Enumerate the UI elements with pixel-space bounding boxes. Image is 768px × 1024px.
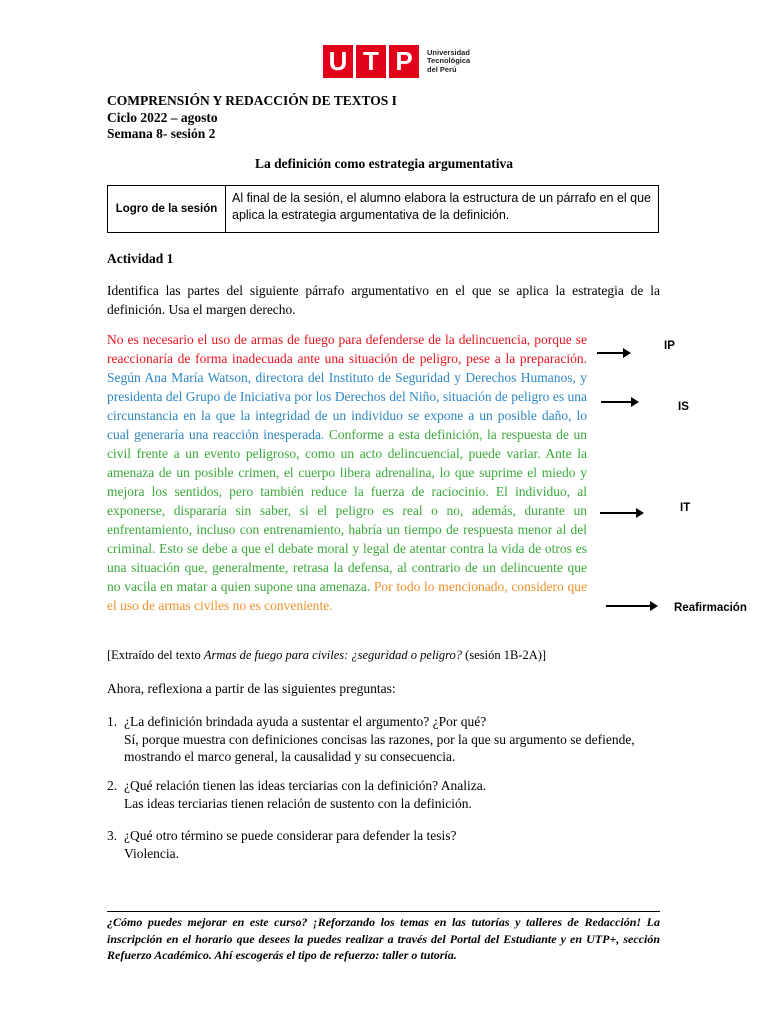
answer-text: Sí, porque muestra con definiciones concisas las razones, por la que su argumento se defiende, mostrando el marco general, la causalidad y su consecuencia.: [124, 731, 635, 764]
logro-text: Al final de la sesión, el alumno elabora la estructura de un párrafo en el que aplica la estrategia argumentativa de la definición.: [232, 191, 652, 222]
arrow-is-icon: [601, 401, 637, 403]
question-text: ¿La definición brindada ayuda a sustentar el argumento? ¿Por qué?: [124, 714, 487, 729]
activity-heading: Actividad 1: [107, 251, 174, 266]
logo-text-line: del Perú: [427, 64, 457, 74]
logo-text-line: Universidad: [427, 47, 470, 57]
page-title: La definición como estrategia argumentativa: [255, 156, 513, 171]
label-it: IT: [680, 502, 691, 514]
label-ip: IP: [664, 340, 675, 352]
question-item: [107, 827, 667, 862]
course-cycle: Ciclo 2022 – agosto: [107, 109, 218, 125]
course-header: [107, 93, 397, 143]
answer-text: Las ideas terciarias tienen relación de sustento con la definición.: [124, 795, 472, 811]
logo-letter: P: [389, 45, 419, 78]
idea-secundaria-text: Según Ana María Watson, directora del Instituto de Seguridad y Derechos Humanos, y presidenta del Grupo de Iniciativa por los Derechos del Niño, situación de peligro es una circunstancia en la que la integridad de un individuo se expone a un posible daño, lo cual generaría una reacción inesperada.: [107, 370, 587, 442]
source-suffix: (sesión 1B-2A)]: [462, 648, 547, 662]
arrow-ip-icon: [597, 352, 629, 354]
arrow-reafirmacion-icon: [606, 605, 656, 607]
logro-label: Logro de la sesión: [108, 186, 226, 232]
source-prefix: [Extraído del texto: [107, 648, 204, 662]
question-item: [107, 777, 667, 812]
course-week: Semana 8- sesión 2: [107, 126, 216, 141]
question-item: [107, 713, 667, 766]
footer-note: ¿Cómo puedes mejorar en este curso? ¡Reforzando los temas en las tutorías y talleres de Redacción! La inscripción en el horario que desees la puedes realizar a través del Portal del Estudiante y en UTP+, sección Refuerzo Académico. Ahí escogerás el tipo de refuerzo: taller o tutoría.: [107, 911, 660, 964]
activity-instruction: Identifica las partes del siguiente párrafo argumentativo en el que se aplica la estrategia de la definición. Usa el margen derecho.: [107, 283, 660, 317]
question-number: 1.: [107, 714, 118, 729]
utp-logo-text: [427, 49, 470, 75]
question-number: 3.: [107, 828, 118, 843]
reafirmacion-text: Por todo lo mencionado, considero que el uso de armas civiles no es conveniente.: [107, 579, 588, 613]
label-is: IS: [678, 401, 689, 413]
reflect-prompt: Ahora, reflexiona a partir de las siguientes preguntas:: [107, 681, 396, 696]
idea-terciaria-text: Conforme a esta definición, la respuesta de un civil frente a un evento peligroso, como un acto delincuencial, puede variar. Ante la amenaza de un posible crimen, el cuerpo libera adrenalina, lo que suprime el miedo y mejora los sentidos, pero también reduce la fuerza de raciocinio. El individuo, al exponerse, dispararía sin saber, si el peligro es real o no, además, durante un enfrentamiento, incluso con entrenamiento, habría un tiempo de respuesta menor al del criminal. Esto se debe a que el debate moral y legal de atentar contra la vida de otros es una situación que, generalmente, retrasa la defensa, al contrario de un delincuente que no vacila en matar a quien supone una amenaza.: [107, 427, 588, 594]
label-reafirmacion: Reafirmación: [674, 602, 747, 614]
arrow-it-icon: [600, 512, 642, 514]
logro-table: [107, 185, 659, 233]
utp-logo: [323, 45, 470, 78]
source-citation: [107, 648, 546, 663]
question-number: 2.: [107, 778, 118, 793]
source-title: Armas de fuego para civiles: ¿seguridad o peligro?: [203, 648, 463, 662]
logo-letter: T: [356, 45, 386, 78]
question-text: ¿Qué relación tienen las ideas terciarias con la definición? Analiza.: [124, 778, 487, 793]
utp-logo-letters: [323, 45, 419, 78]
logo-letter: U: [323, 45, 353, 78]
course-name: COMPRENSIÓN Y REDACCIÓN DE TEXTOS I: [107, 93, 397, 108]
argumentative-paragraph: [107, 330, 587, 615]
answer-text: Violencia.: [124, 845, 180, 861]
idea-principal-text: No es necesario el uso de armas de fuego para defenderse de la delincuencia, porque se reaccionaría de forma inadecuada ante una situación de peligro, pese a la preparación.: [107, 332, 587, 366]
question-text: ¿Qué otro término se puede considerar para defender la tesis?: [124, 828, 457, 843]
logo-text-line: Tecnológica: [427, 56, 471, 66]
